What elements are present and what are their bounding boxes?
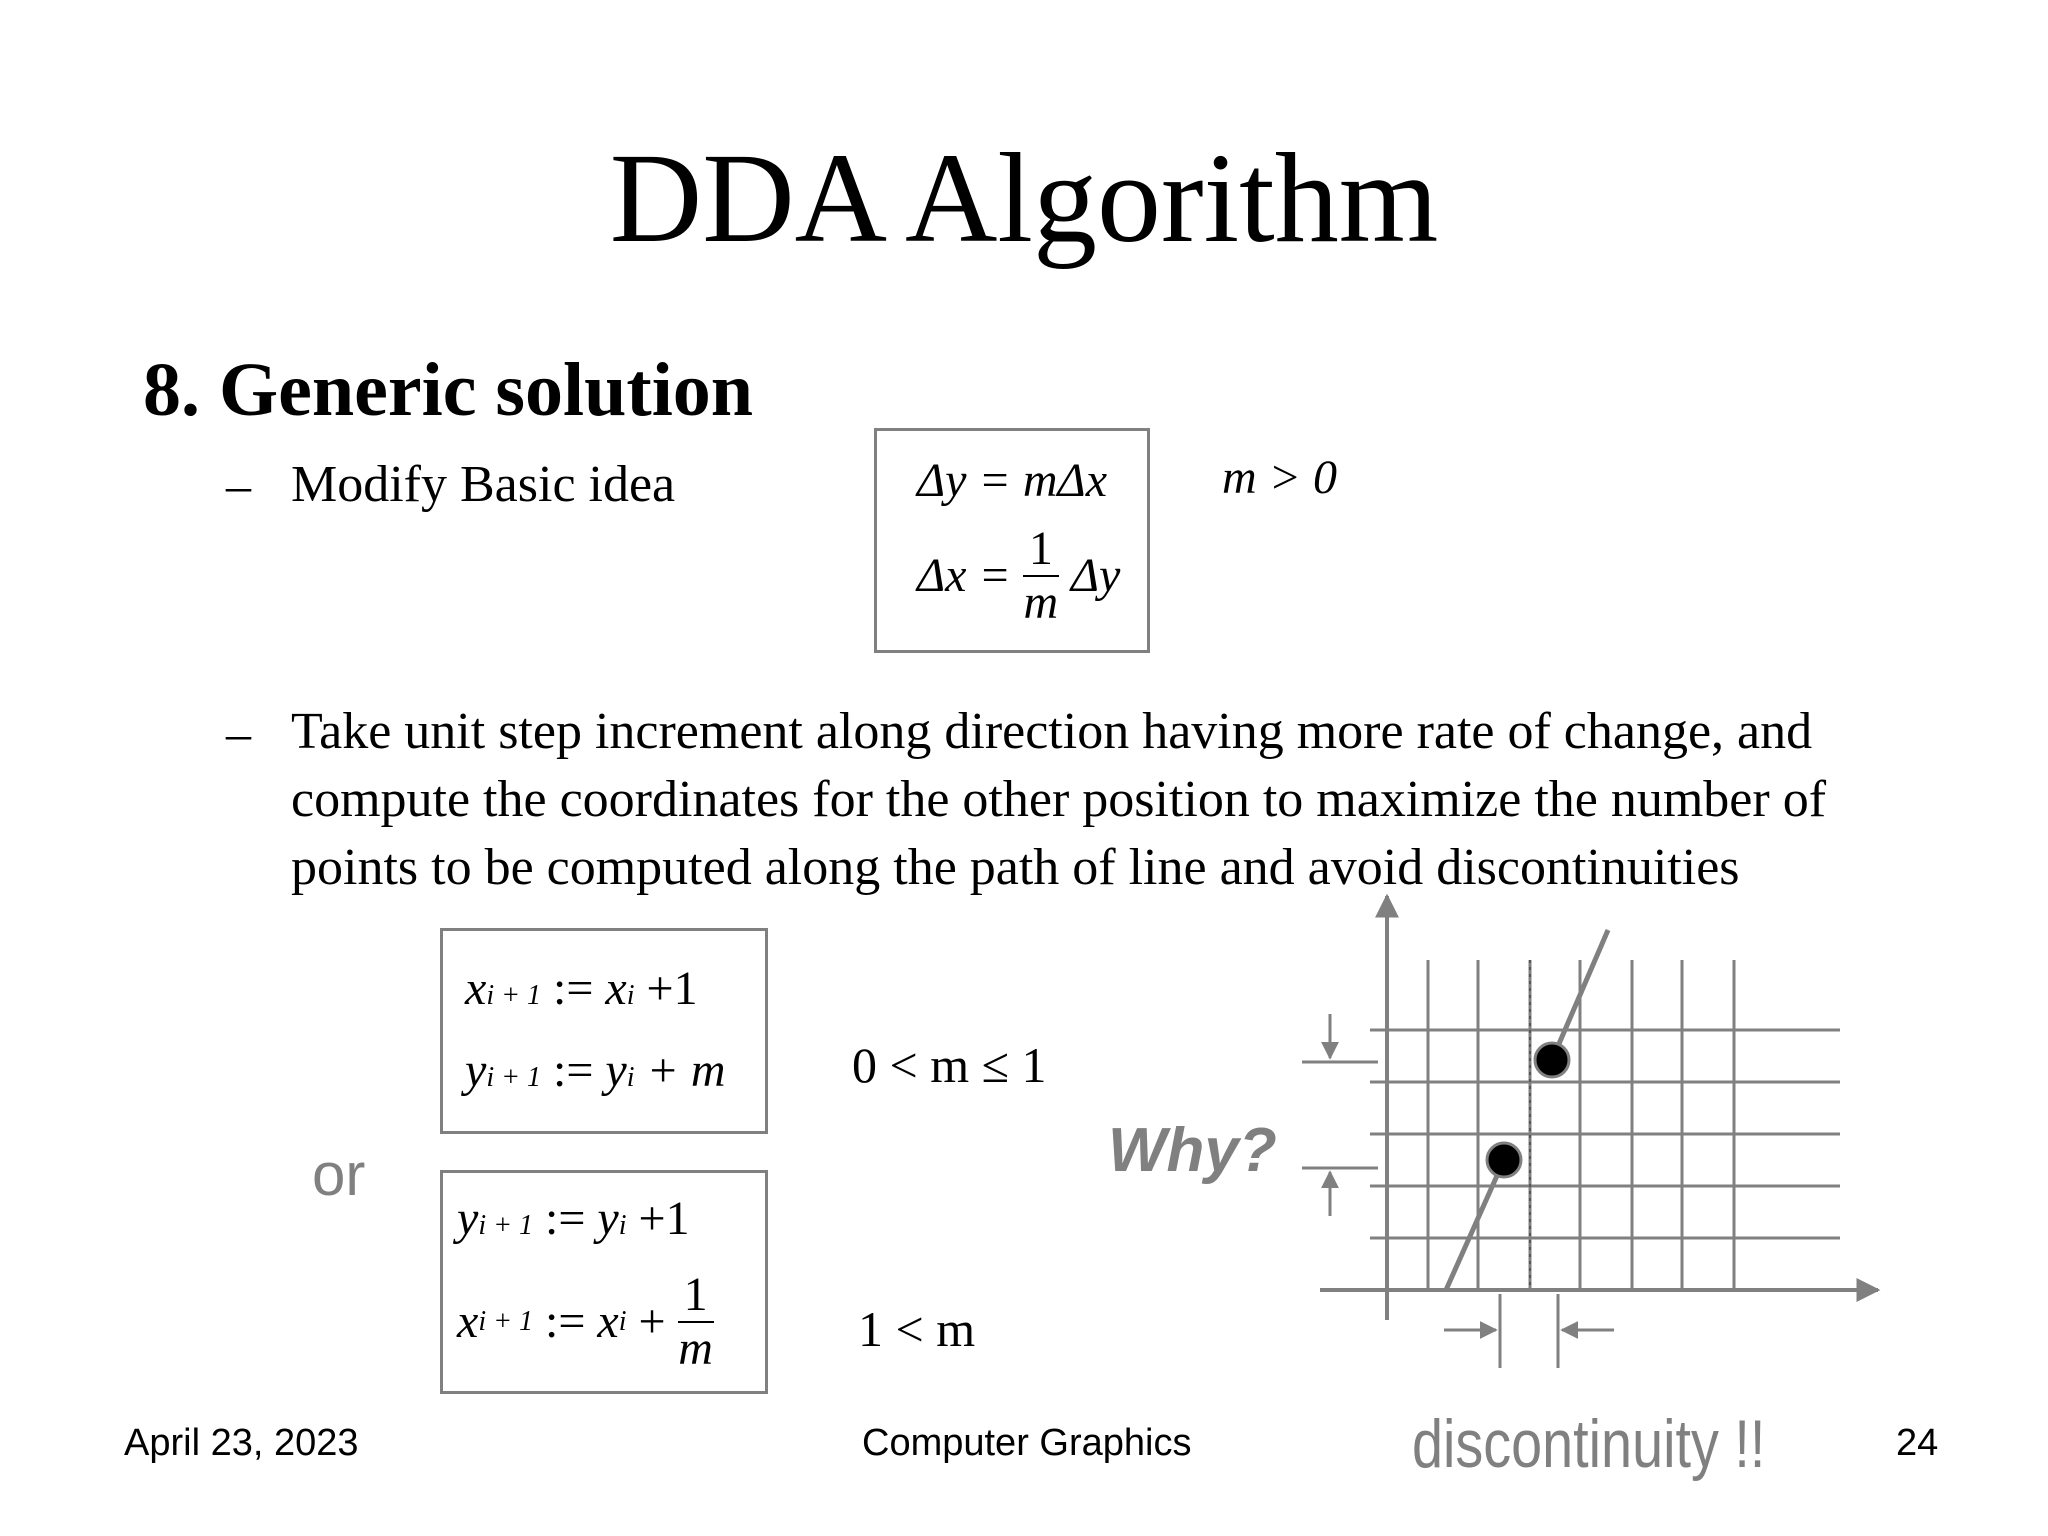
bullet-dash: – — [226, 457, 251, 513]
fraction-one-over-m — [1023, 523, 1059, 629]
slide-title: DDA Algorithm — [609, 127, 1439, 269]
bullet-text-line-2: compute the coordinates for the other position to maximize the number of — [291, 771, 1827, 828]
section-heading: 8. Generic solution — [143, 348, 754, 432]
discontinuity-grid-diagram — [1290, 890, 1890, 1370]
fraction-numerator: 1 — [1023, 523, 1059, 577]
case2-x-update: xi + 1 := xi + $\frac{1}{m}$ — [457, 1268, 713, 1375]
fraction-denominator: m — [1023, 576, 1059, 629]
grid-lines — [1370, 960, 1840, 1290]
case1-equations-box — [440, 928, 768, 1134]
bullet-text-line-1: Take unit step increment along direction having more rate of change, and — [291, 703, 1813, 760]
page-number: 24 — [1896, 1422, 1939, 1464]
bullet-dash: – — [226, 705, 251, 761]
equation-dx-rhs: Δy — [1070, 549, 1121, 602]
equation-dx — [917, 523, 1120, 629]
fraction-one-over-m: $\frac{1}{m}$ — [678, 1268, 713, 1375]
slope-positive-condition: m > 0 — [1222, 451, 1338, 504]
line-segment-lower — [1446, 1160, 1504, 1290]
case2-condition: 1 < m — [858, 1301, 976, 1357]
why-label: Why? — [1108, 1116, 1277, 1185]
equation-dx-lhs: Δx = — [917, 549, 1011, 602]
discontinuity-label: discontinuity !! — [1412, 1406, 1766, 1482]
gap-annotation-horizontal — [1444, 1294, 1614, 1368]
footer-course: Computer Graphics — [862, 1422, 1192, 1464]
gap-annotation-vertical — [1302, 1014, 1378, 1216]
case1-x-update: xi + 1 := xi +1 — [465, 962, 698, 1015]
pixel-point-upper — [1535, 1043, 1569, 1077]
or-label: or — [312, 1141, 366, 1208]
case1-y-update: yi + 1 := yi + m — [465, 1044, 726, 1097]
pixel-point-lower — [1487, 1143, 1521, 1177]
case1-condition: 0 < m ≤ 1 — [852, 1037, 1047, 1093]
footer-date: April 23, 2023 — [124, 1422, 359, 1464]
case2-equations-box — [440, 1170, 768, 1394]
bullet-text-line-3: points to be computed along the path of line and avoid discontinuities — [291, 839, 1740, 896]
case2-y-update: yi + 1 := yi +1 — [457, 1192, 690, 1245]
bullet-modify-basic-idea: Modify Basic idea — [291, 456, 676, 513]
equation-dy: Δy = mΔx — [917, 454, 1108, 507]
basic-equations-box — [874, 428, 1150, 653]
